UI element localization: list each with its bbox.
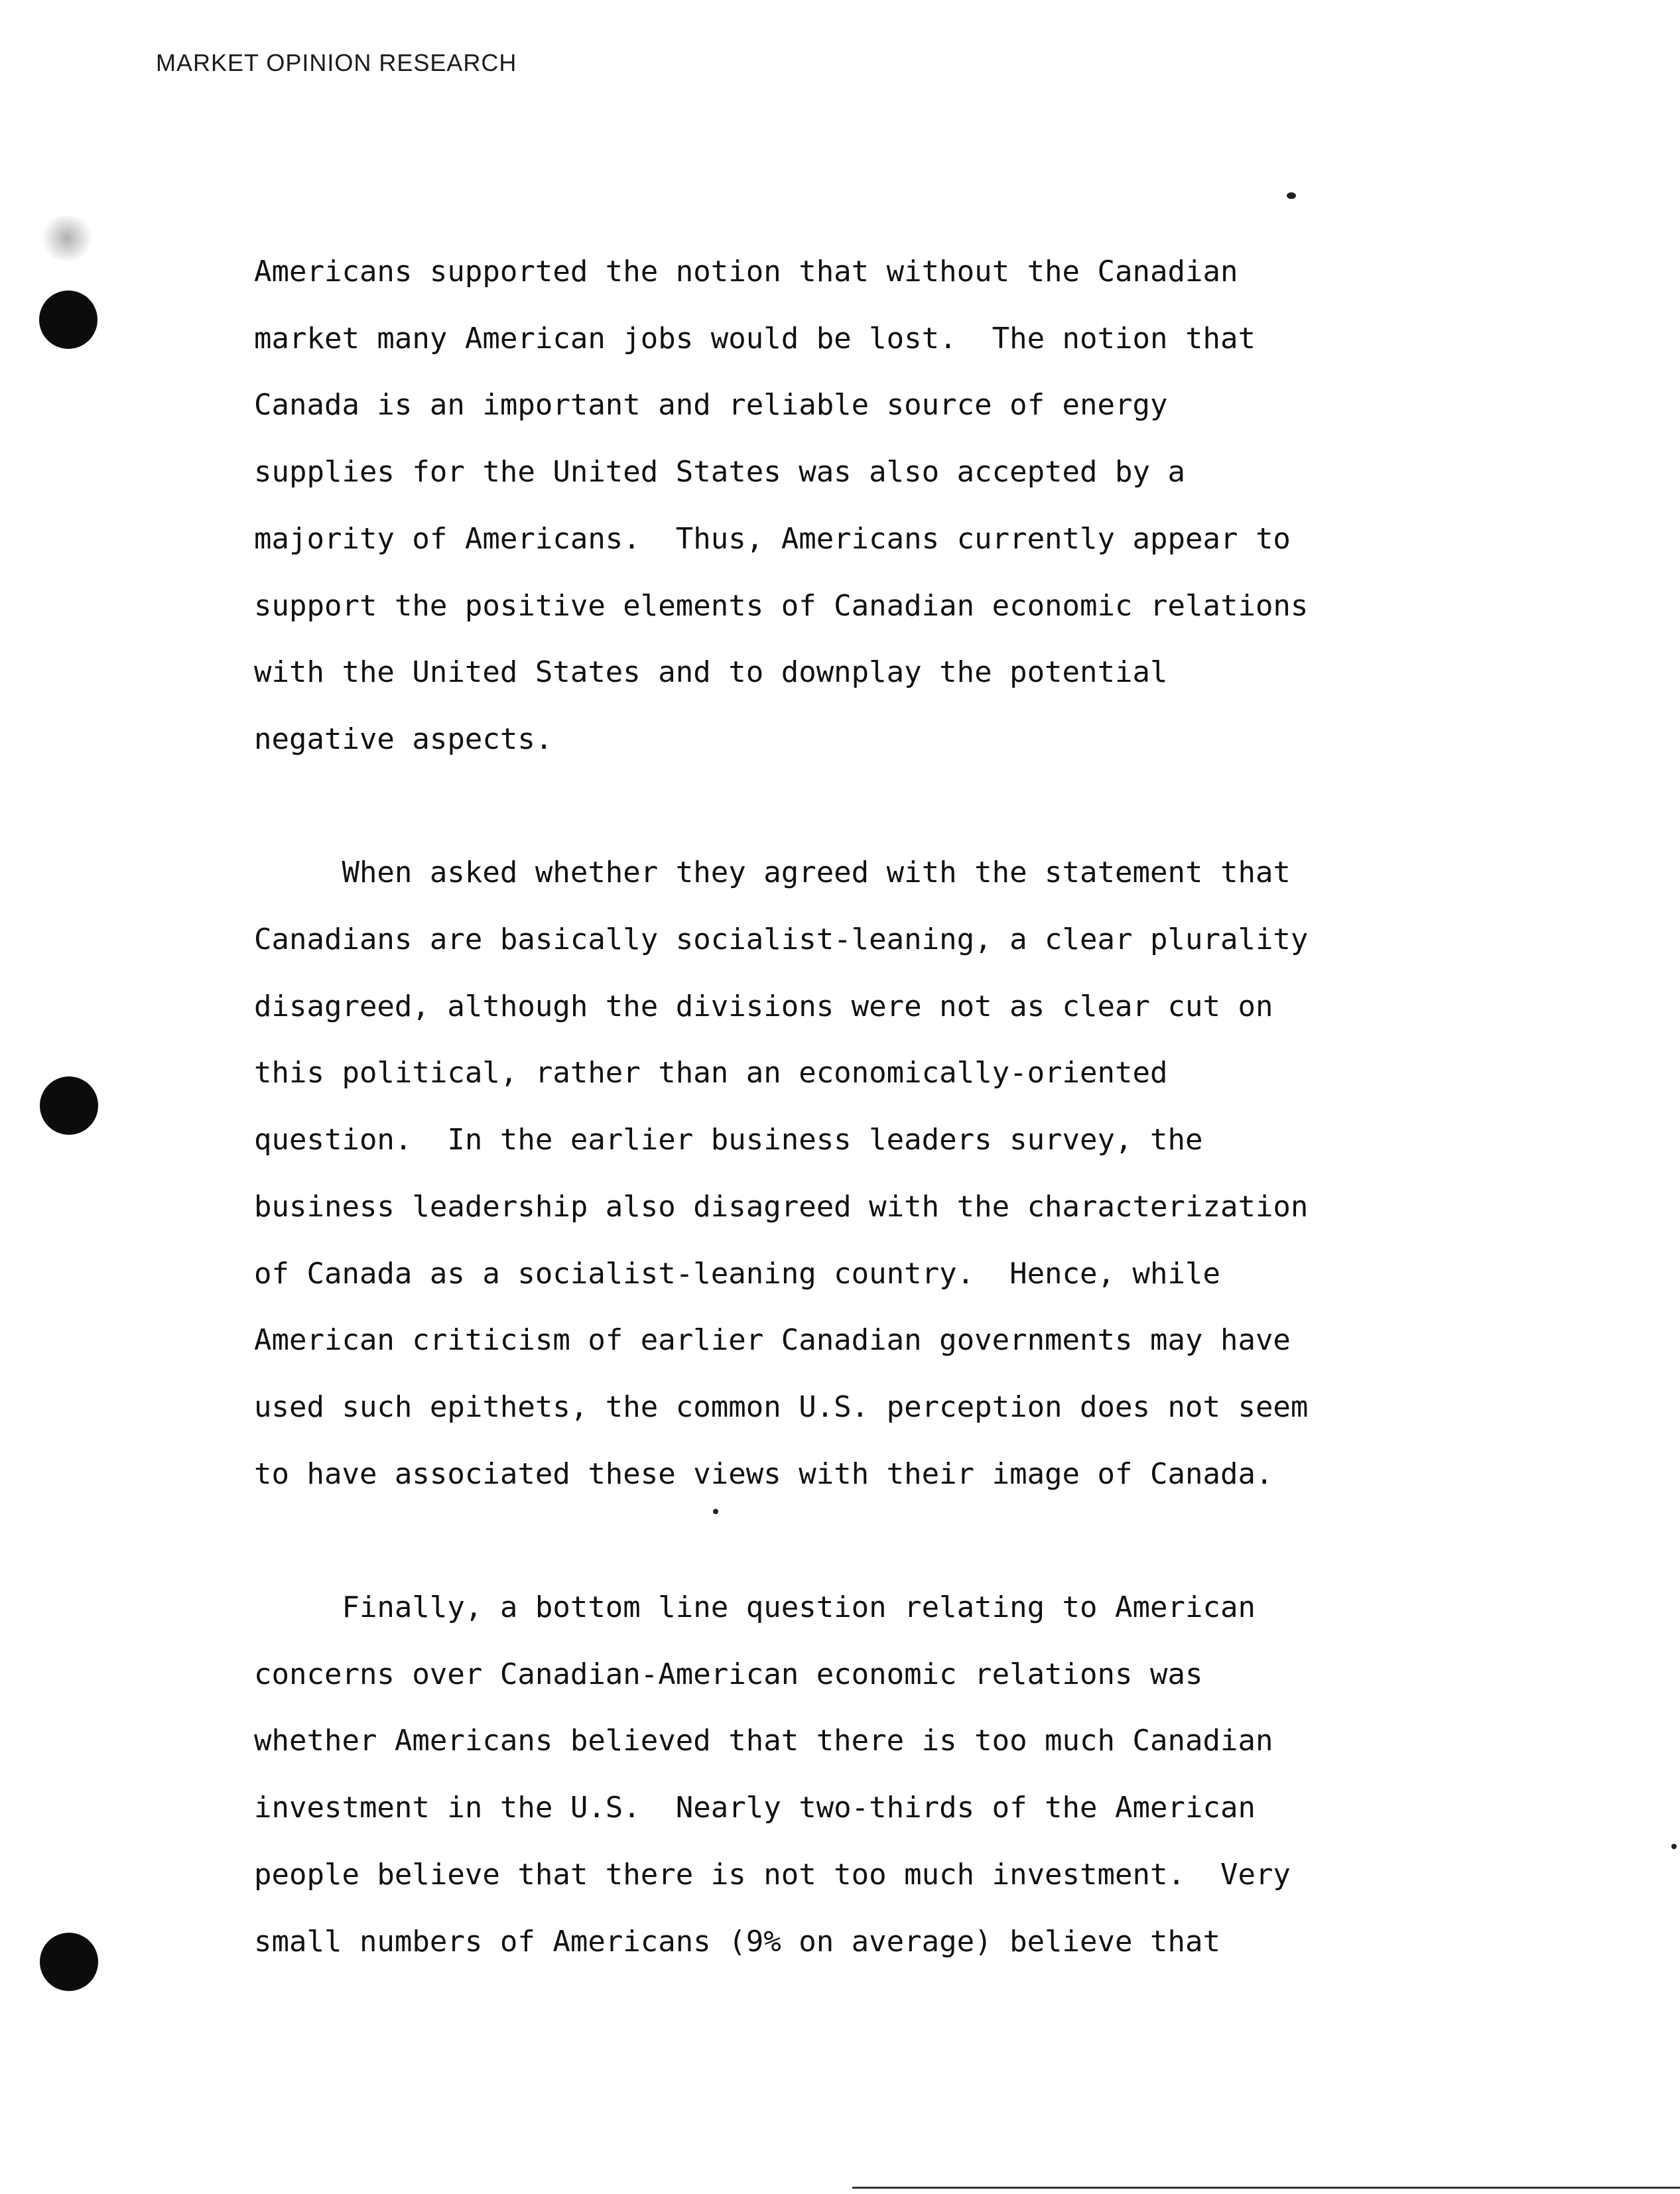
text-line: supplies for the United States was also accepted by a bbox=[254, 455, 1185, 489]
text-line: used such epithets, the common U.S. perception does not seem bbox=[254, 1389, 1309, 1424]
punch-hole bbox=[40, 1076, 98, 1135]
paragraph bbox=[254, 239, 1481, 773]
body-text bbox=[254, 239, 1481, 1975]
text-line: majority of Americans. Thus, Americans currently appear to bbox=[254, 521, 1291, 556]
paragraph-gap bbox=[254, 1508, 1481, 1575]
text-line: people believe that there is not too much investment. Very bbox=[254, 1857, 1291, 1892]
text-line: support the positive elements of Canadian economic relations bbox=[254, 588, 1309, 623]
text-line: Americans supported the notion that without the Canadian bbox=[254, 255, 1238, 289]
paragraph bbox=[254, 840, 1481, 1508]
letterhead: MARKET OPINION RESEARCH bbox=[156, 49, 517, 76]
punch-hole bbox=[40, 1933, 98, 1991]
text-line: investment in the U.S. Nearly two-thirds of the American bbox=[254, 1791, 1256, 1825]
scan-speck bbox=[1287, 192, 1296, 199]
text-line: this political, rather than an economically-oriented bbox=[254, 1056, 1168, 1090]
text-line: Finally, a bottom line question relating to American bbox=[254, 1590, 1256, 1625]
text-line: Canada is an important and reliable source of energy bbox=[254, 388, 1168, 422]
paragraph-gap bbox=[254, 773, 1481, 840]
text-line: negative aspects. bbox=[254, 722, 553, 756]
text-line: small numbers of Americans (9% on average) believe that bbox=[254, 1924, 1220, 1959]
text-line: business leadership also disagreed with the characterization bbox=[254, 1189, 1309, 1224]
punch-hole bbox=[39, 290, 97, 349]
text-line: concerns over Canadian-American economic relations was bbox=[254, 1657, 1203, 1691]
text-line: Canadians are basically socialist-leaning, a clear plurality bbox=[254, 923, 1309, 957]
text-line: When asked whether they agreed with the statement that bbox=[254, 856, 1291, 890]
text-line: of Canada as a socialist-leaning country. Hence, while bbox=[254, 1256, 1220, 1291]
scan-speck bbox=[1671, 1844, 1677, 1849]
binder-smudge bbox=[40, 216, 94, 261]
text-line: question. In the earlier business leaders survey, the bbox=[254, 1123, 1203, 1157]
bottom-rule bbox=[852, 2187, 1680, 2189]
text-line: market many American jobs would be lost. The notion that bbox=[254, 321, 1256, 355]
text-line: with the United States and to downplay the potential bbox=[254, 655, 1168, 690]
text-line: disagreed, although the divisions were not as clear cut on bbox=[254, 989, 1273, 1023]
text-line: American criticism of earlier Canadian governments may have bbox=[254, 1323, 1291, 1358]
text-line: whether Americans believed that there is too much Canadian bbox=[254, 1724, 1273, 1758]
paragraph bbox=[254, 1575, 1481, 1975]
text-line: to have associated these views with their image of Canada. bbox=[254, 1456, 1273, 1491]
